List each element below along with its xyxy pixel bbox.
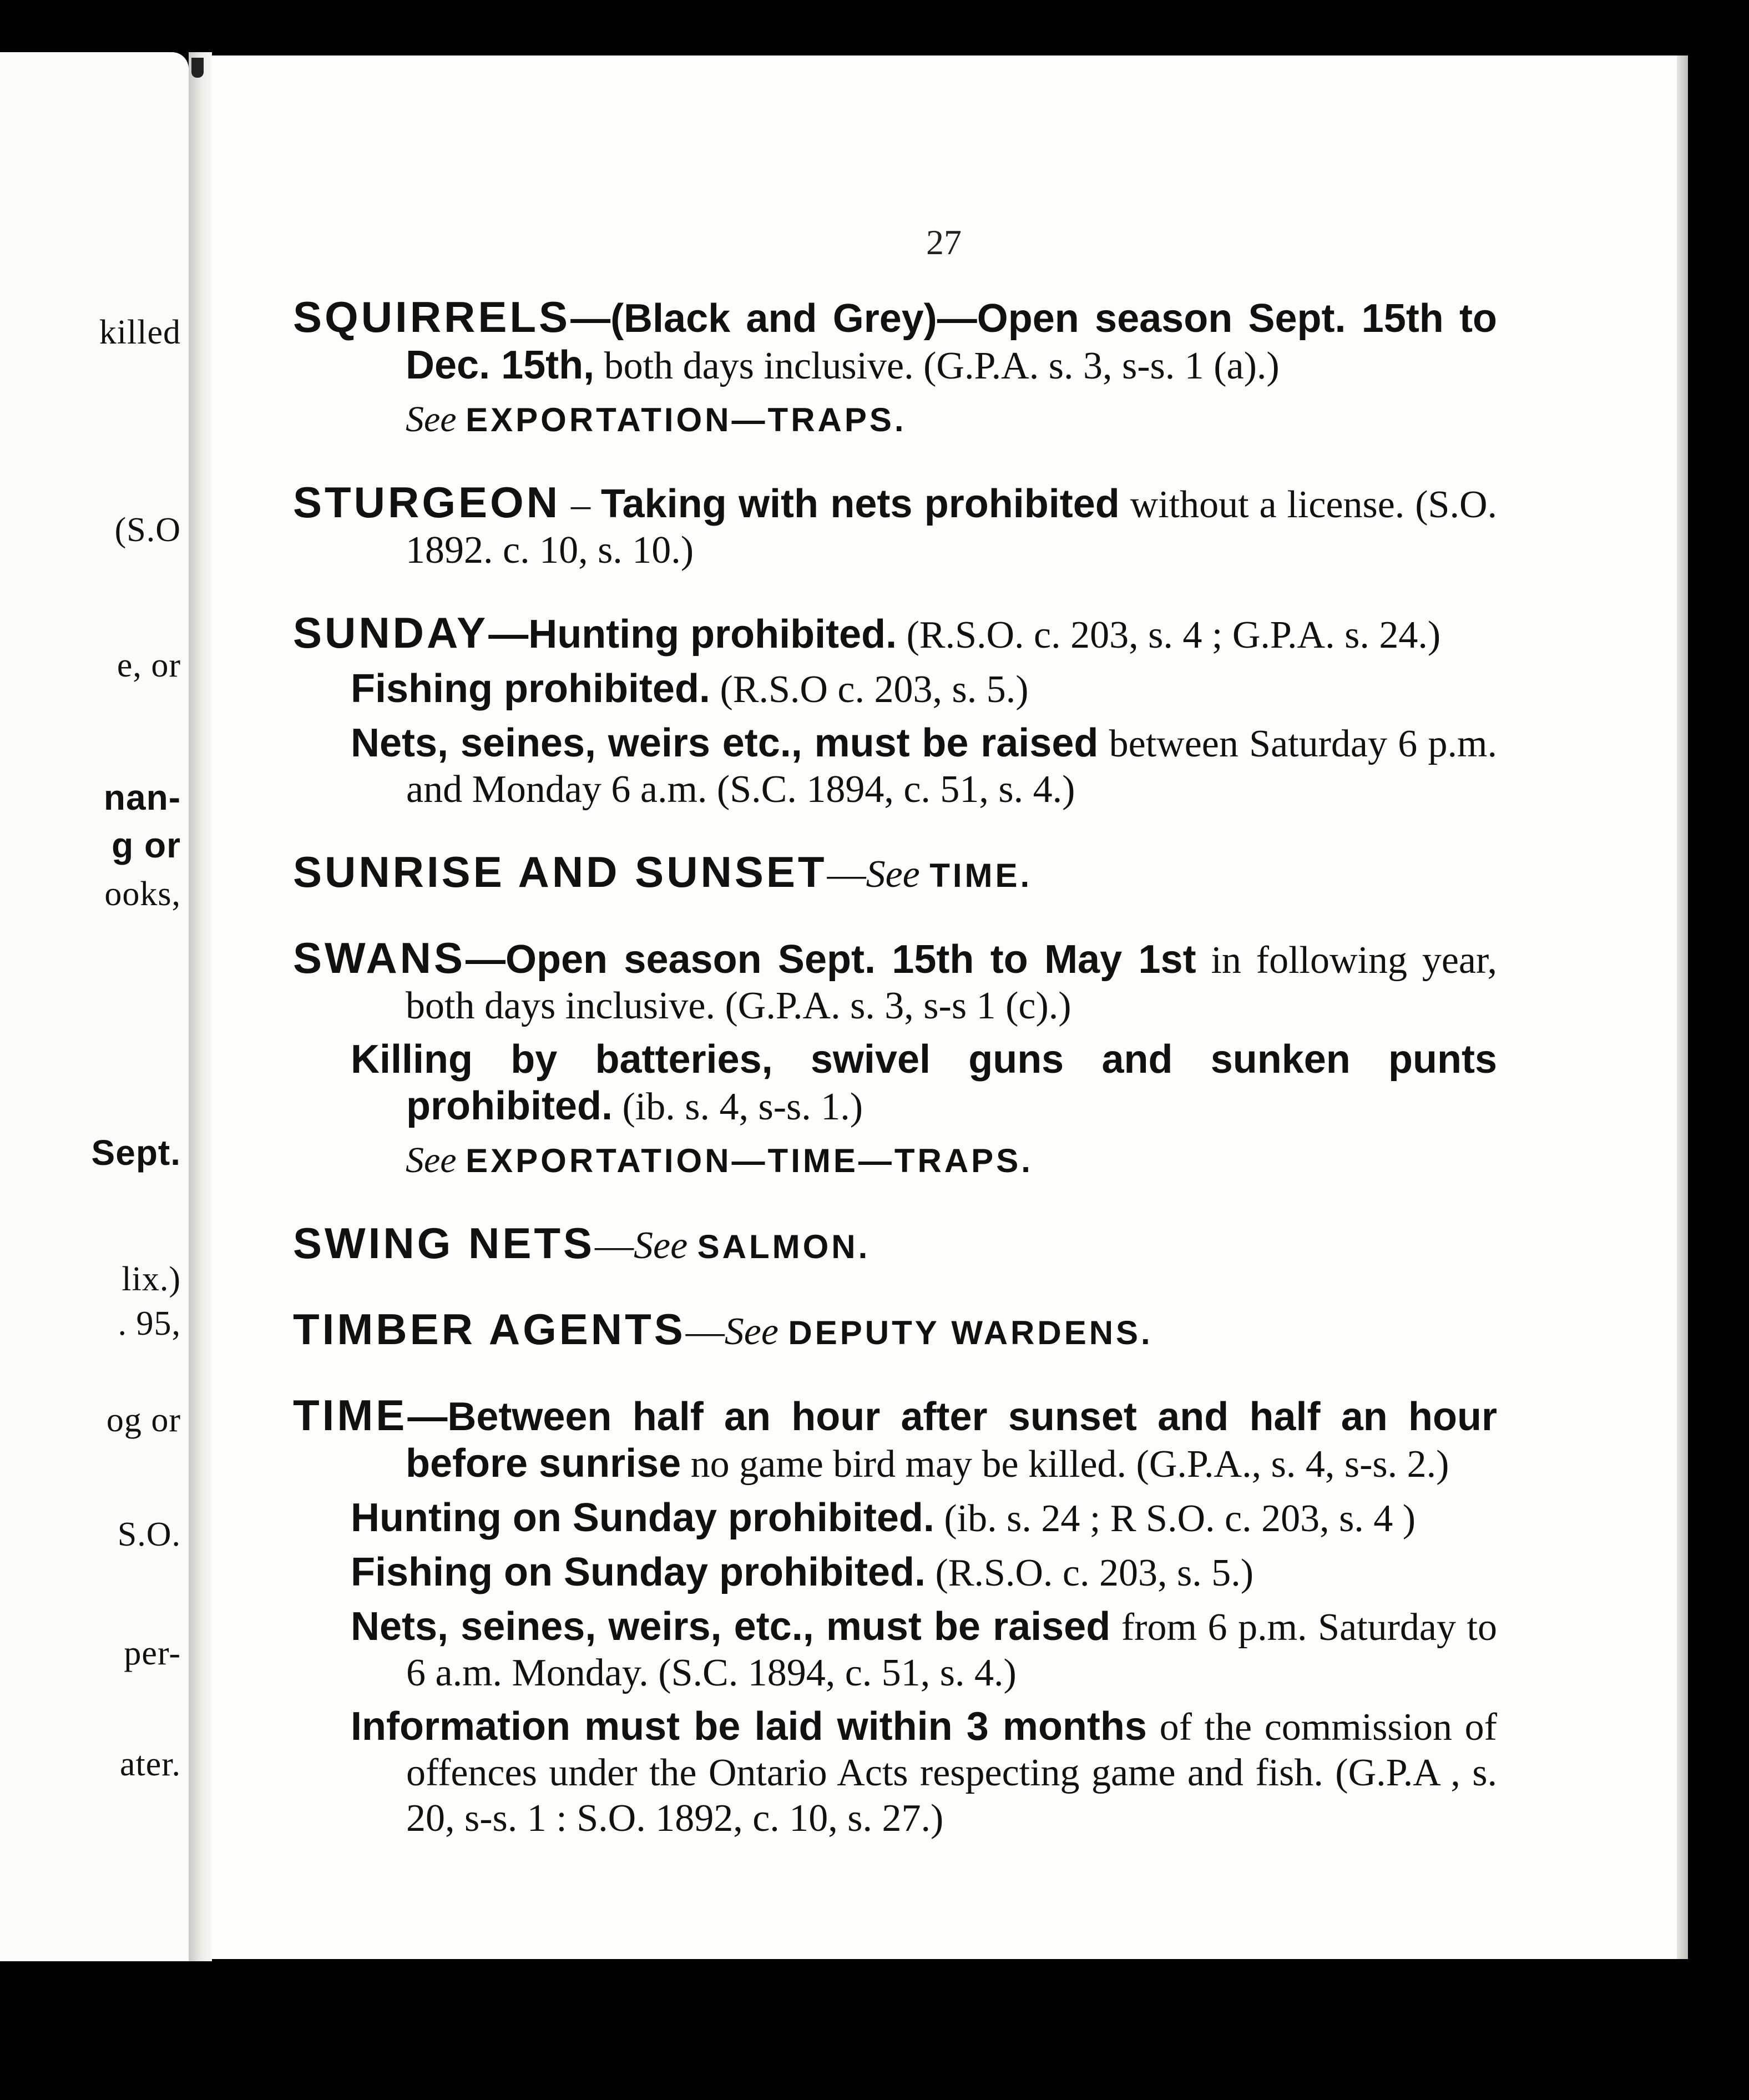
entry-swans	[293, 935, 1497, 1184]
entry-text	[293, 479, 1497, 573]
entry-separator: —	[466, 937, 506, 982]
sub-plain-text: from 6 p.m. Saturday to 6 a.m. Monday. (S.C. 1894, c. 51, s. 4.)	[406, 1606, 1498, 1694]
entry-bold-text: (Black and Grey)—Open season Sept. 15th to Dec. 15th,	[406, 296, 1497, 387]
entry-separator: —	[488, 612, 529, 657]
entry-sunrise-sunset	[293, 849, 1497, 898]
sub-entry	[351, 1704, 1497, 1841]
entry-keyword: SUNDAY	[293, 608, 489, 657]
entry-time	[293, 1392, 1497, 1841]
entry-bold-text: Hunting prohibited.	[528, 612, 897, 657]
entry-text	[293, 1392, 1497, 1487]
left-fragment-text: . 95,	[118, 1305, 181, 1342]
entry-separator: –	[560, 483, 601, 526]
see-also	[406, 1138, 1497, 1184]
entry-plain-text: (R.S.O. c. 203, s. 4 ; G.P.A. s. 24.)	[897, 614, 1441, 657]
see-label: See	[634, 1224, 688, 1267]
sub-bold-text: Killing by batteries, swivel guns and sunken punts prohibited.	[351, 1037, 1497, 1128]
see-label: See	[866, 853, 920, 896]
entry-keyword: SUNRISE AND SUNSET	[293, 847, 827, 896]
sub-plain-text: (R.S.O c. 203, s. 5.)	[710, 668, 1029, 711]
entry-separator: —	[685, 1310, 725, 1353]
left-fragment-text: killed	[99, 314, 181, 351]
entry-timber-agents	[293, 1306, 1497, 1356]
right-page	[211, 55, 1677, 1959]
sub-plain-text: (ib. s. 4, s-s. 1.)	[612, 1086, 863, 1128]
entry-keyword: SWING NETS	[293, 1219, 595, 1268]
see-refs: TIME.	[929, 857, 1033, 894]
entry-separator: —	[407, 1395, 448, 1439]
entry-plain-text: no game bird may be killed. (G.P.A., s. 4, s-s. 2.)	[681, 1443, 1449, 1486]
page-edge-shadow	[1677, 55, 1688, 1959]
entry-keyword: STURGEON	[293, 478, 561, 527]
left-fragment-text: nan-	[103, 778, 181, 817]
see-refs: DEPUTY WARDENS.	[788, 1314, 1153, 1351]
left-fragment-text: ater.	[120, 1745, 181, 1783]
entry-keyword: TIME	[293, 1391, 408, 1440]
left-page-fragment	[0, 52, 189, 1961]
see-refs: EXPORTATION—TIME—TRAPS.	[466, 1142, 1033, 1179]
index-entries	[293, 294, 1497, 1878]
see-label: See	[406, 399, 457, 440]
sub-entry	[351, 1604, 1497, 1696]
sub-bold-text: Hunting on Sunday prohibited.	[351, 1496, 934, 1540]
entry-keyword: TIMBER AGENTS	[293, 1305, 686, 1354]
sub-plain-text: (ib. s. 24 ; R S.O. c. 203, s. 4 )	[934, 1497, 1416, 1540]
sub-bold-text: Information must be laid within 3 months	[351, 1704, 1147, 1749]
entry-bold-text: Open season Sept. 15th to May 1st	[506, 937, 1196, 982]
entry-separator: —	[570, 296, 611, 341]
see-also	[406, 397, 1497, 443]
entry-separator: —	[595, 1224, 634, 1267]
left-fragment-text: ooks,	[104, 875, 181, 913]
see-refs: EXPORTATION—TRAPS.	[466, 401, 907, 438]
entry-text	[293, 294, 1497, 389]
sub-entry	[351, 1037, 1497, 1130]
entry-plain-text: without a license. (S.O. 1892. c. 10, s. 10.)	[406, 483, 1498, 572]
see-label: See	[406, 1140, 457, 1180]
sub-entry	[351, 720, 1497, 812]
sub-plain-text: between Saturday 6 p.m. and Monday 6 a.m. (S.C. 1894, c. 51, s. 4.)	[406, 723, 1498, 811]
entry-swing-nets	[293, 1220, 1497, 1270]
entry-keyword: SWANS	[293, 933, 466, 982]
entry-text	[293, 935, 1497, 1029]
entry-text	[293, 1306, 1497, 1356]
sub-entry	[351, 1549, 1497, 1596]
entry-sunday	[293, 610, 1497, 812]
entry-separator: —	[827, 853, 866, 896]
left-fragment-text: lix.)	[122, 1260, 181, 1298]
sub-entry	[351, 666, 1497, 713]
entry-bold-text: Between half an hour after sunset and half an hour before sunrise	[406, 1395, 1497, 1486]
left-fragment-text: Sept.	[91, 1133, 181, 1173]
book-gutter	[189, 52, 212, 1961]
page-number: 27	[926, 223, 962, 262]
left-fragment-text: g or	[112, 825, 181, 865]
entry-squirrels	[293, 294, 1497, 443]
sub-bold-text: Nets, seines, weirs etc., must be raised	[351, 721, 1099, 765]
sub-plain-text: of the commission of offences under the Ontario Acts respecting game and fish. (G.P.A , s. 20, s-s. 1 : S.O. 1892, c. 10, s. 27.)	[406, 1706, 1497, 1840]
sub-entry	[351, 1495, 1497, 1542]
see-refs: SALMON.	[697, 1228, 871, 1265]
see-label: See	[724, 1310, 779, 1353]
left-fragment-text: per-	[124, 1634, 181, 1672]
left-fragment-text: S.O.	[117, 1516, 181, 1553]
left-fragment-text: (S.O	[114, 511, 181, 549]
sub-bold-text: Fishing on Sunday prohibited.	[351, 1550, 926, 1594]
left-fragment-text: og or	[106, 1401, 181, 1439]
sub-plain-text: (R.S.O. c. 203, s. 5.)	[925, 1552, 1254, 1594]
entry-sturgeon	[293, 479, 1497, 573]
entry-plain-text: in following year, both days inclusive. (G.P.A. s. 3, s-s 1 (c).)	[406, 939, 1497, 1027]
entry-plain-text: both days inclusive. (G.P.A. s. 3, s-s. 1 (a).)	[594, 345, 1280, 387]
entry-keyword: SQUIRRELS	[293, 292, 571, 341]
left-fragment-text: e, or	[117, 647, 181, 684]
entry-text	[293, 1220, 1497, 1270]
entry-text	[293, 610, 1497, 658]
entry-bold-text: Taking with nets prohibited	[600, 482, 1120, 526]
entry-text	[293, 849, 1497, 898]
binding-mark	[191, 58, 204, 78]
sub-bold-text: Fishing prohibited.	[351, 667, 710, 711]
sub-bold-text: Nets, seines, weirs, etc., must be raised	[351, 1604, 1111, 1649]
